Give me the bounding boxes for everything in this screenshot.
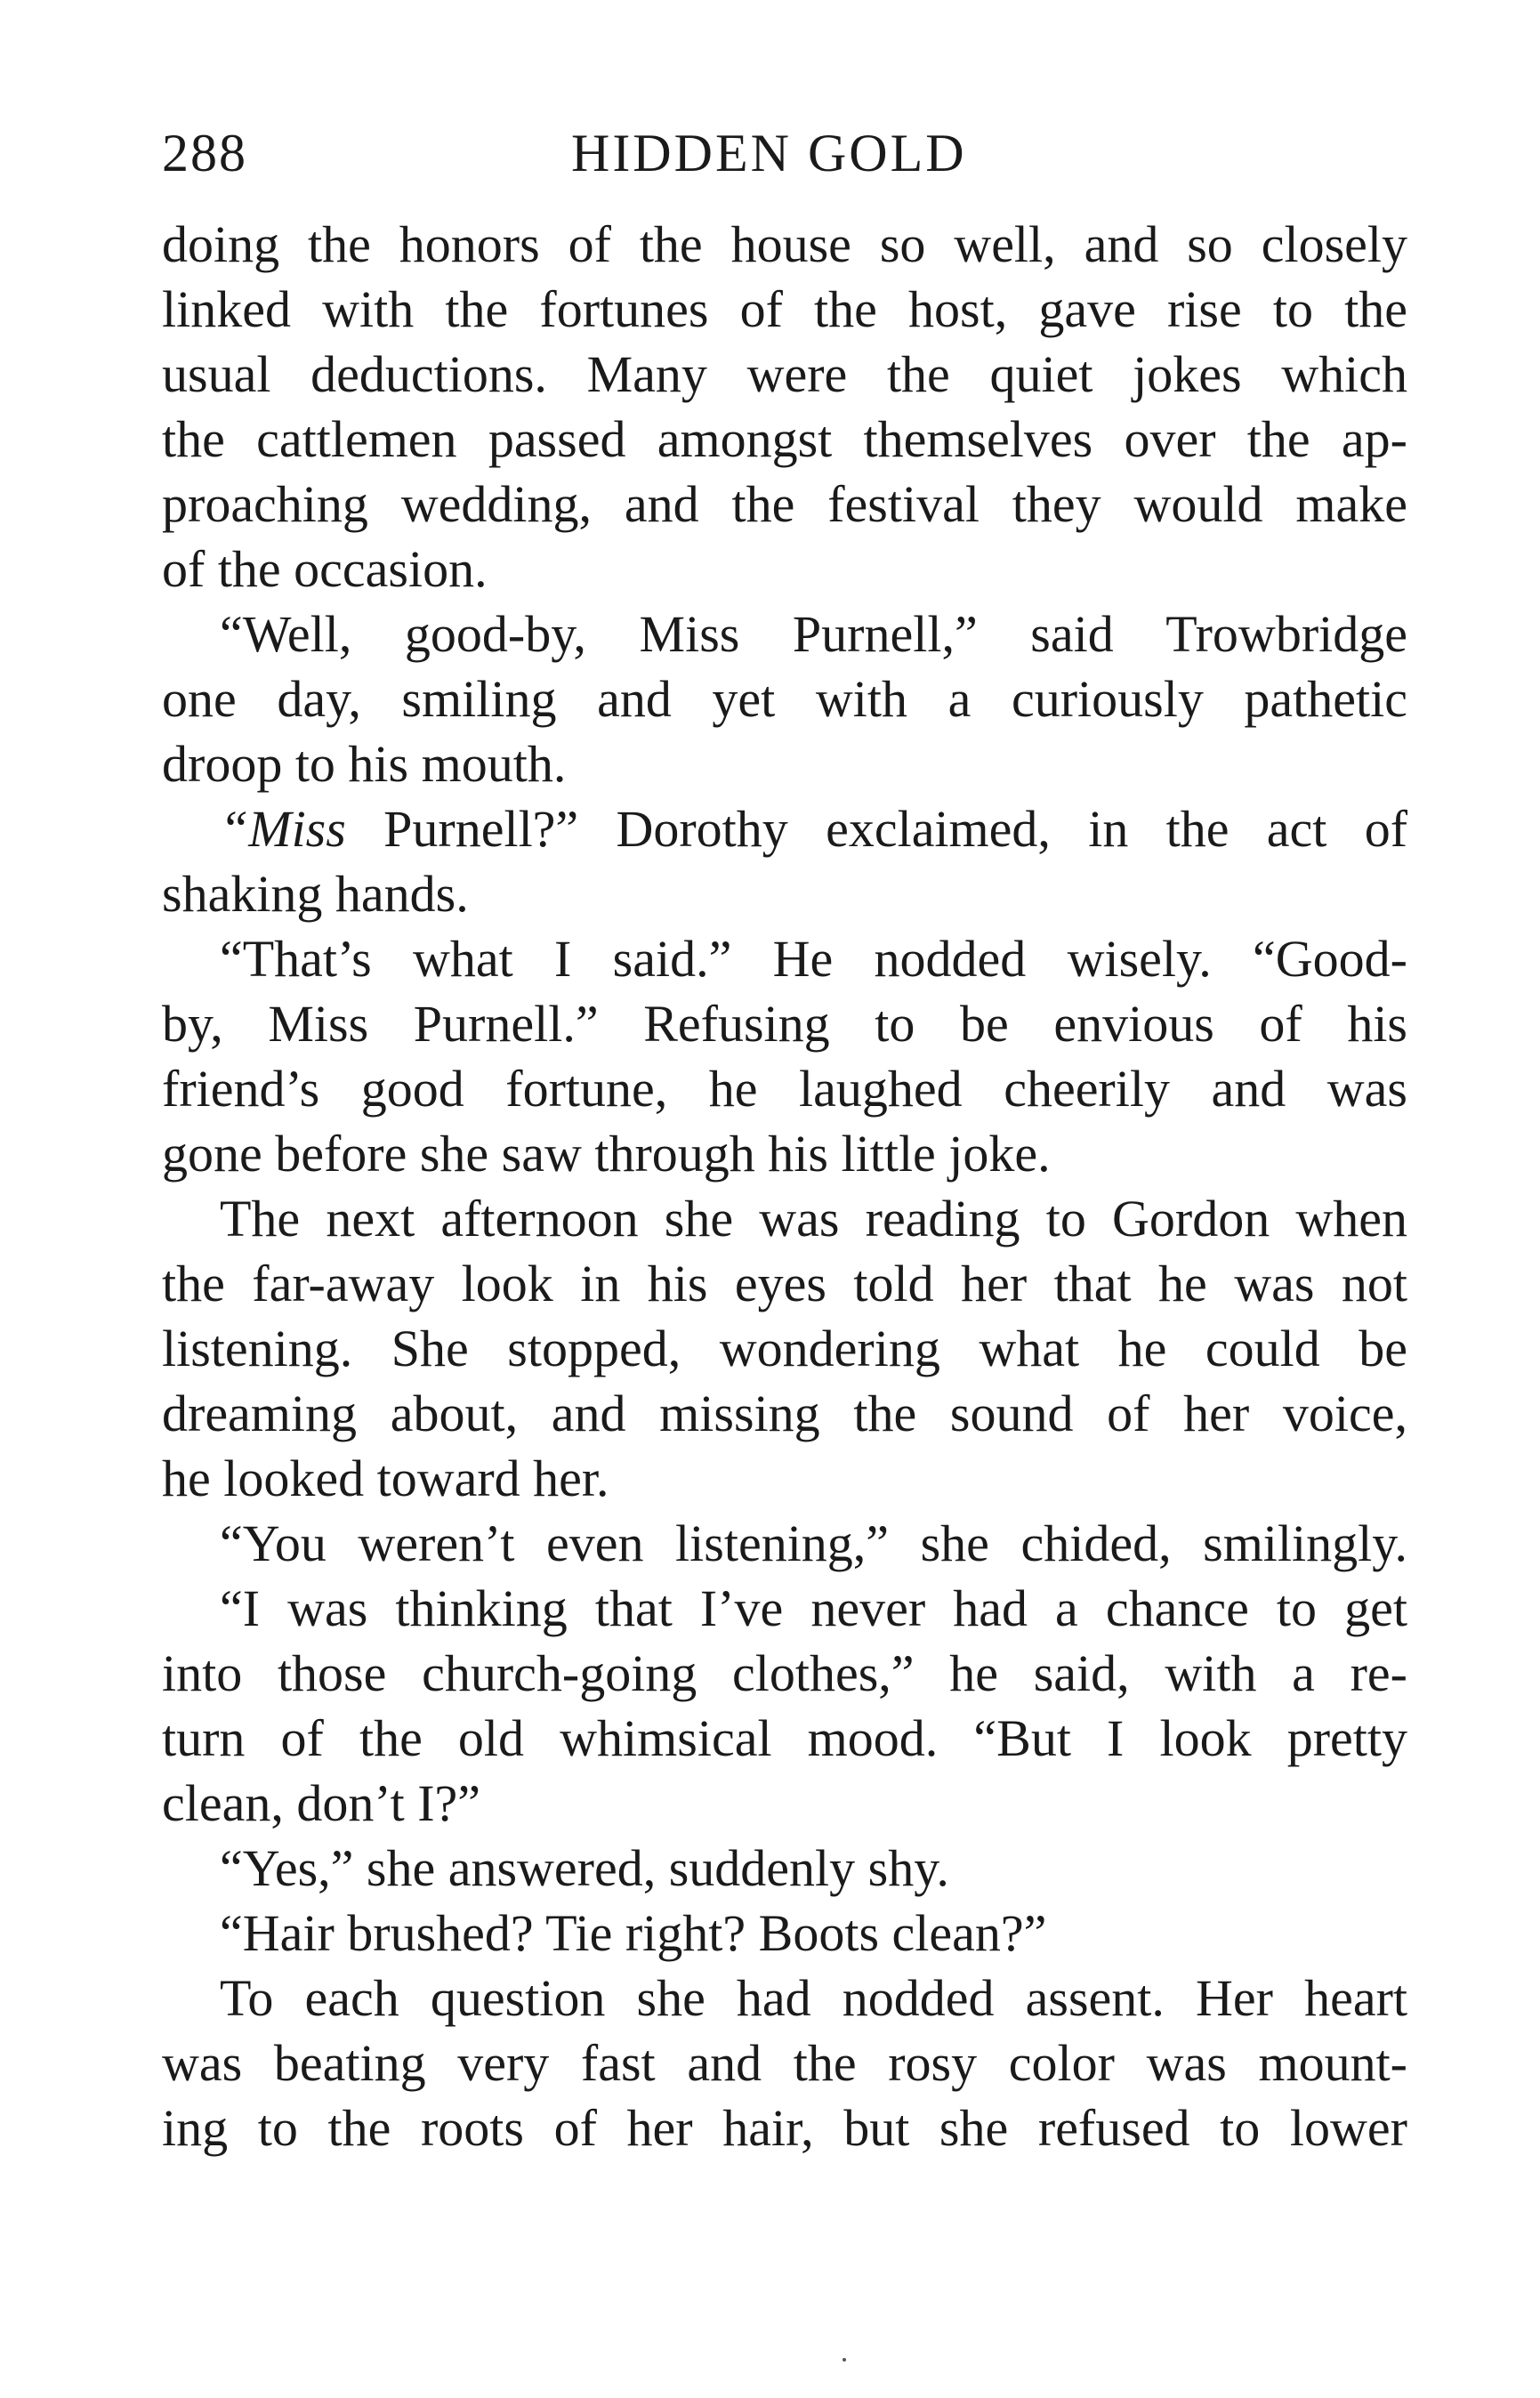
- text-line: dreaming about, and missing the sound of her voice,: [162, 1385, 1407, 1442]
- text-line: was beating very fast and the rosy color was mount-: [162, 2034, 1407, 2092]
- running-head: [162, 117, 1407, 189]
- text-line: by, Miss Purnell.” Refusing to be envious of his: [162, 995, 1407, 1053]
- text-line: “Well, good-by, Miss Purnell,” said Trowbridge: [220, 605, 1407, 663]
- text-line: gone before she saw through his little joke.: [162, 1125, 1051, 1183]
- text-line: into those church-going clothes,” he said, with a re-: [162, 1644, 1407, 1702]
- text-line: of the occasion.: [162, 540, 488, 598]
- text-line: doing the honors of the house so well, and so closely: [162, 215, 1407, 273]
- text-line: [162, 796, 1407, 861]
- text-line: friend’s good fortune, he laughed cheerily and was: [162, 1060, 1407, 1118]
- text-line: “You weren’t even listening,” she chided, smilingly.: [220, 1514, 1407, 1572]
- text-line: The next afternoon she was reading to Gordon when: [220, 1190, 1407, 1247]
- text-line: shaking hands.: [162, 865, 469, 923]
- text-line: the far-away look in his eyes told her that he was not: [162, 1255, 1407, 1312]
- text-line: “I was thinking that I’ve never had a chance to get: [220, 1579, 1407, 1637]
- page-number: 288: [162, 124, 247, 182]
- print-speck: [843, 2358, 846, 2362]
- text-line: he looked toward her.: [162, 1449, 609, 1507]
- text-line: “That’s what I said.” He nodded wisely. “Good-: [220, 930, 1407, 988]
- text-line: clean, don’t I?”: [162, 1774, 481, 1832]
- line-text: Purnell?” Dorothy exclaimed, in the act of: [383, 800, 1407, 858]
- text-line: one day, smiling and yet with a curiously pathetic: [162, 670, 1407, 728]
- text-line: ing to the roots of her hair, but she refused to lower: [162, 2099, 1407, 2157]
- text-line: turn of the old whimsical mood. “But I look pretty: [162, 1709, 1407, 1767]
- text-line: “Hair brushed? Tie right? Boots clean?”: [220, 1904, 1047, 1962]
- text-line: droop to his mouth.: [162, 735, 567, 793]
- italic-emphasis: “Miss: [220, 800, 384, 858]
- text-line: usual deductions. Many were the quiet jokes which: [162, 345, 1407, 403]
- text-line: listening. She stopped, wondering what he could be: [162, 1320, 1407, 1377]
- text-line: “Yes,” she answered, suddenly shy.: [220, 1839, 949, 1897]
- body-text: [162, 212, 1407, 2160]
- running-title: HIDDEN GOLD: [571, 124, 967, 182]
- text-line: the cattlemen passed amongst themselves over the ap-: [162, 410, 1407, 468]
- text-line: To each question she had nodded assent. Her heart: [220, 1969, 1407, 2027]
- text-line: linked with the fortunes of the host, gave rise to the: [162, 280, 1407, 338]
- text-line: proaching wedding, and the festival they would make: [162, 475, 1407, 533]
